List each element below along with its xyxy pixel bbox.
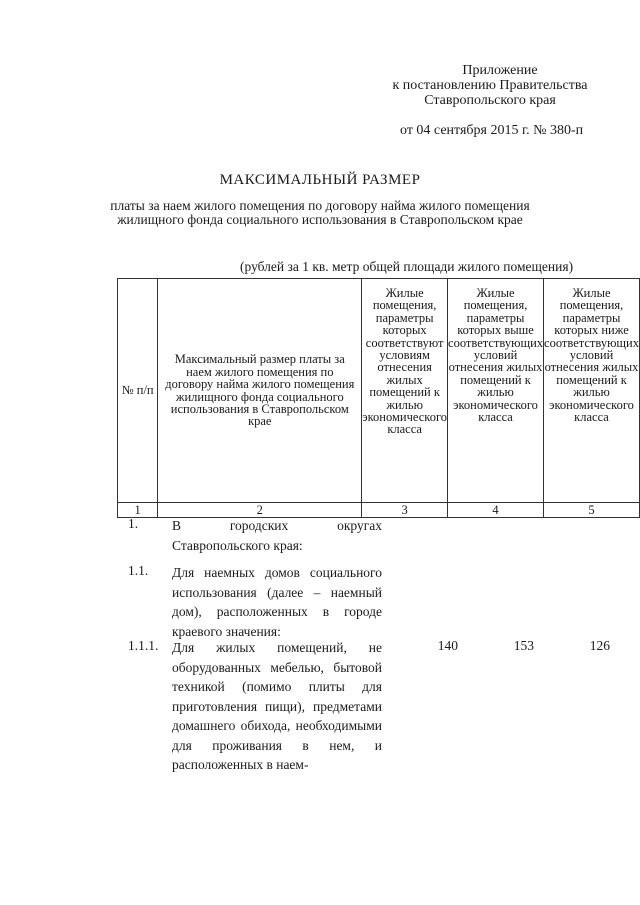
column-number: 1 bbox=[118, 503, 158, 518]
value-economy-class: 140 bbox=[437, 638, 458, 653]
row-text: Для жилых помещений, не оборудованных мебелью, бытовой техникой (помимо плиты для приготовления пищи), предметами домашнего обихода, необходимыми для проживания в нем, и расположенных в наем- bbox=[172, 640, 382, 772]
column-number: 5 bbox=[544, 503, 640, 518]
row-text: Для наемных домов социального использования (далее – наемный дом), расположенных в городе краевого значения: bbox=[172, 565, 382, 639]
row-number: 1.1. bbox=[128, 563, 149, 578]
value-below-economy: 126 bbox=[589, 638, 610, 653]
approval-authority: Ставропольского края bbox=[424, 93, 556, 108]
approval-resolution: к постановлению Правительства bbox=[392, 78, 588, 93]
rates-table bbox=[117, 278, 640, 518]
row-number: 1. bbox=[128, 516, 139, 531]
document-title: МАКСИМАЛЬНЫЙ РАЗМЕР bbox=[219, 172, 421, 188]
row-number: 1.1.1. bbox=[128, 638, 159, 653]
table-header-row bbox=[118, 279, 640, 503]
approval-stamp bbox=[380, 63, 600, 138]
value-above-economy: 153 bbox=[513, 638, 534, 653]
approval-appendix: Приложение bbox=[462, 63, 538, 78]
approval-date: от 04 сентября 2015 г. № 380-п bbox=[400, 123, 584, 138]
header-above-economy: Жилые помещения, параметры которых выше соответствующих условий отнесения жилых помещений к жилью экономического класса bbox=[448, 279, 544, 503]
header-economy-class: Жилые помещения, параметры которых соответствуют условиям отнесения жилых помещений к жилью экономического класса bbox=[362, 279, 448, 503]
row-text: В городских округах Ставропольского края: bbox=[172, 518, 382, 553]
header-below-economy: Жилые помещения, параметры которых ниже соответствующих условий отнесения жилых помещений к жилью экономического класса bbox=[544, 279, 640, 503]
column-number: 3 bbox=[362, 503, 448, 518]
document-subtitle: платы за наем жилого помещения по договору найма жилого помещения жилищного фонда социального использования в Ставропольском крае bbox=[110, 198, 530, 227]
header-description: Максимальный размер платы за наем жилого помещения по договору найма жилого помещения жилищного фонда социального использования в Ставропольском крае bbox=[158, 279, 362, 503]
units-note: (рублей за 1 кв. метр общей площади жилого помещения) bbox=[240, 259, 574, 274]
column-number: 2 bbox=[158, 503, 362, 518]
header-number: № п/п bbox=[118, 279, 158, 503]
column-number: 4 bbox=[448, 503, 544, 518]
